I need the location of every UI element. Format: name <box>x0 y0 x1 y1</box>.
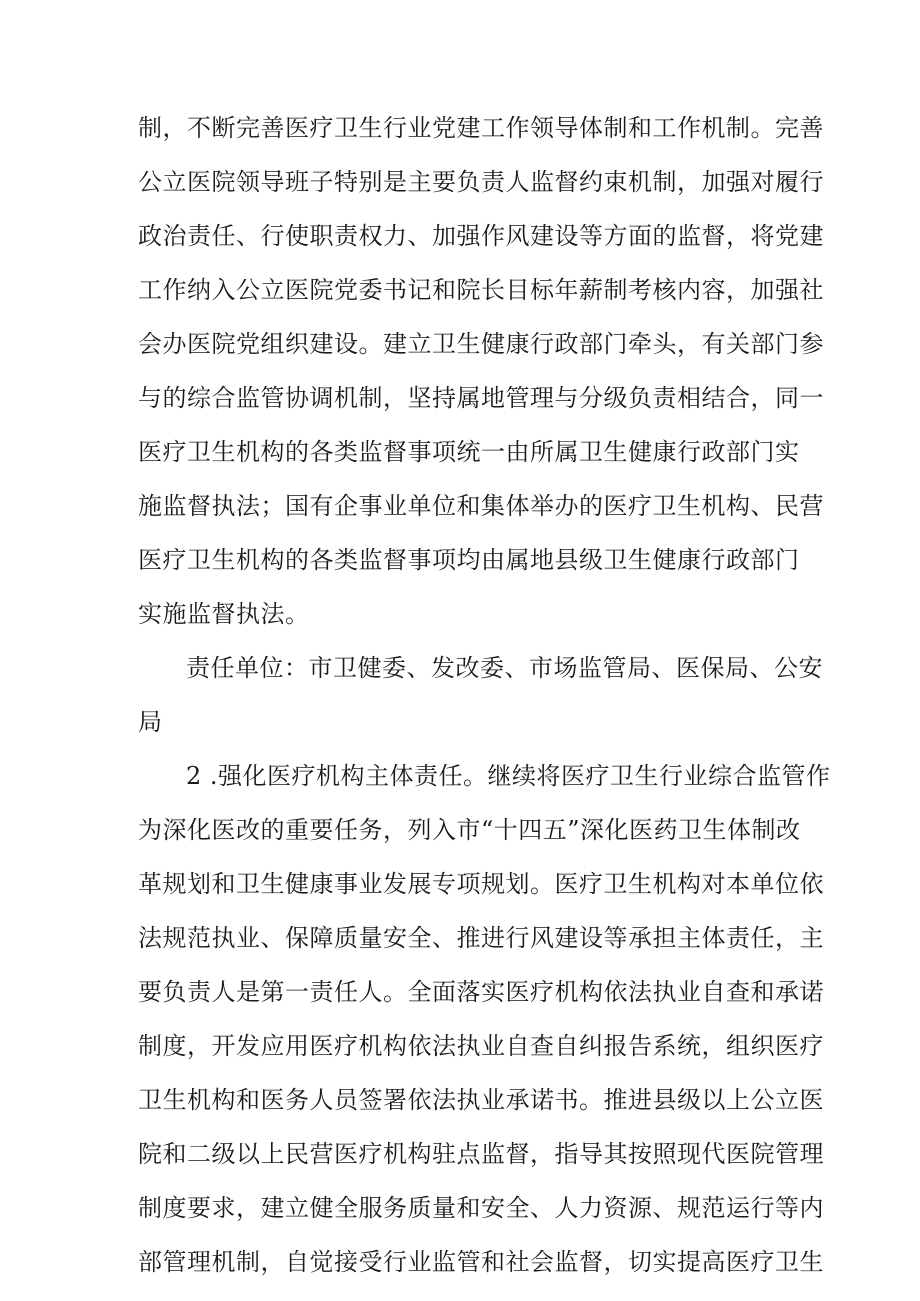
paragraph-line: 卫生机构和医务人员签署依法执业承诺书。推进县级以上公立医 <box>138 1086 824 1114</box>
paragraph-line: 会办医院党组织建设。建立卫生健康行政部门牵头，有关部门参 <box>138 330 824 358</box>
paragraph-line: 施监督执法；国有企事业单位和集体举办的医疗卫生机构、民营 <box>138 492 824 520</box>
paragraph-line: 制，不断完善医疗卫生行业党建工作领导体制和工作机制。完善 <box>138 114 824 142</box>
paragraph-line: 革规划和卫生健康事业发展专项规划。医疗卫生机构对本单位依 <box>138 870 824 898</box>
paragraph-line: 部管理机制，自觉接受行业监管和社会监督，切实提高医疗卫生 <box>138 1248 824 1276</box>
paragraph-line: 与的综合监管协调机制，坚持属地管理与分级负责相结合，同一 <box>138 384 824 412</box>
responsible-units-line: 责任单位：市卫健委、发改委、市场监管局、医保局、公安 <box>186 654 823 682</box>
paragraph-line: 制度要求，建立健全服务质量和安全、人力资源、规范运行等内 <box>138 1194 824 1222</box>
paragraph-line: 医疗卫生机构的各类监督事项均由属地县级卫生健康行政部门 <box>138 546 800 574</box>
paragraph-line: 要负责人是第一责任人。全面落实医疗机构依法执业自查和承诺 <box>138 978 824 1006</box>
paragraph-line: 为深化医改的重要任务，列入市“十四五”深化医药卫生体制改 <box>138 816 801 844</box>
section-heading-line: 2 .强化医疗机构主体责任。继续将医疗卫生行业综合监管作 <box>186 762 831 790</box>
paragraph-line: 制度，开发应用医疗机构依法执业自查自纠报告系统，组织医疗 <box>138 1032 824 1060</box>
paragraph-line: 工作纳入公立医院党委书记和院长目标年薪制考核内容，加强社 <box>138 276 824 304</box>
responsible-units-line: 局 <box>138 708 163 736</box>
paragraph-line: 实施监督执法。 <box>138 600 310 628</box>
paragraph-line: 院和二级以上民营医疗机构驻点监督，指导其按照现代医院管理 <box>138 1140 824 1168</box>
paragraph-line: 医疗卫生机构的各类监督事项统一由所属卫生健康行政部门实 <box>138 438 800 466</box>
paragraph-line: 公立医院领导班子特别是主要负责人监督约束机制，加强对履行 <box>138 168 824 196</box>
paragraph-line: 政治责任、行使职责权力、加强作风建设等方面的监督，将党建 <box>138 222 824 250</box>
paragraph-line: 法规范执业、保障质量安全、推进行风建设等承担主体责任，主 <box>138 924 824 952</box>
